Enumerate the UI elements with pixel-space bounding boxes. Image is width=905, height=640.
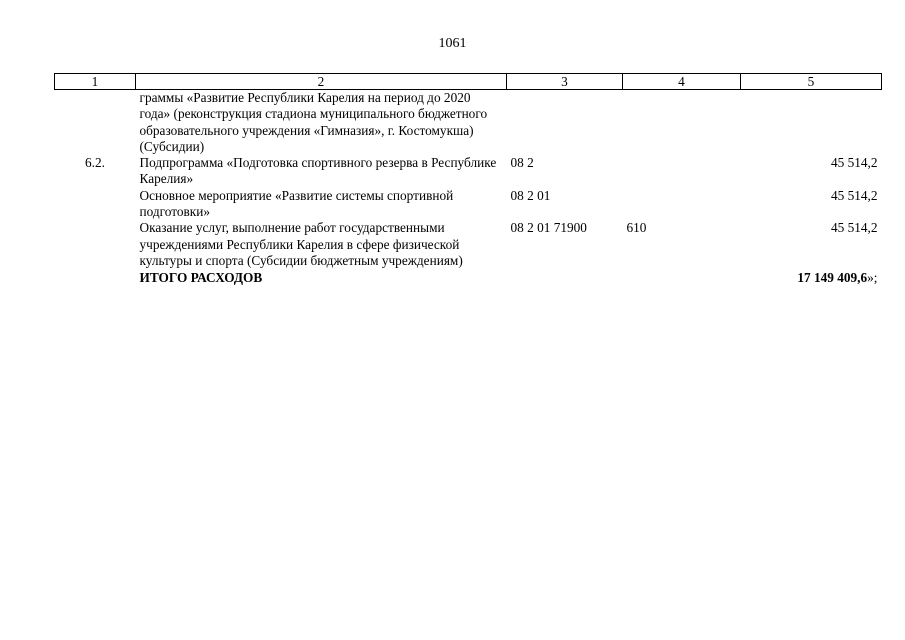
row-code xyxy=(507,90,623,156)
table-row xyxy=(55,220,882,269)
row-number xyxy=(55,188,136,221)
row-expense-type xyxy=(623,90,741,156)
row-code: 08 2 01 71900 xyxy=(510,220,587,236)
row-code: 08 2 xyxy=(510,155,534,171)
total-spacer xyxy=(55,269,136,286)
total-value: 17 149 409,6 xyxy=(797,270,868,286)
row-amount: 45 514,2 xyxy=(830,220,878,236)
total-label: ИТОГО РАСХОДОВ xyxy=(139,270,263,286)
row-expense-type xyxy=(623,155,741,188)
row-amount: 45 514,2 xyxy=(830,187,878,203)
header-col-5: 5 xyxy=(741,74,882,90)
row-amount xyxy=(741,90,882,156)
header-col-2: 2 xyxy=(136,74,507,90)
header-col-3: 3 xyxy=(507,74,623,90)
row-description: граммы «Развитие Республики Карелия на период до 2020 года» (реконструкция стадиона муниципального бюджетного образовательного учреждения «Гимназия», г. Костомукша) (Субсидии) xyxy=(139,90,488,154)
total-amount-cell xyxy=(741,269,882,286)
row-description: Основное мероприятие «Развитие системы спортивной подготовки» xyxy=(139,187,454,220)
budget-table xyxy=(54,73,882,287)
table-row xyxy=(55,155,882,188)
row-number xyxy=(55,90,136,156)
row-number xyxy=(55,220,136,269)
row-description: Подпрограмма «Подготовка спортивного резерва в Республике Карелия» xyxy=(139,155,497,187)
page-number: 1061 xyxy=(438,36,467,51)
row-amount: 45 514,2 xyxy=(830,155,878,171)
header-row xyxy=(55,74,882,90)
row-code: 08 2 01 xyxy=(510,187,551,203)
row-expense-type xyxy=(623,188,741,221)
total-spacer xyxy=(507,269,623,286)
header-col-4: 4 xyxy=(623,74,741,90)
header-col-1: 1 xyxy=(55,74,136,90)
table-body xyxy=(55,90,882,287)
total-row xyxy=(55,269,882,286)
row-number: 6.2. xyxy=(85,155,105,171)
table-header xyxy=(55,74,882,90)
total-spacer xyxy=(623,269,741,286)
total-suffix: »; xyxy=(867,270,878,286)
table-row xyxy=(55,188,882,221)
table-row xyxy=(55,90,882,156)
row-description: Оказание услуг, выполнение работ государственными учреждениями Республики Карелия в сфере физической культуры и спорта (Субсидии бюджетным учреждениям) xyxy=(139,220,463,268)
row-expense-type: 610 xyxy=(626,220,647,236)
